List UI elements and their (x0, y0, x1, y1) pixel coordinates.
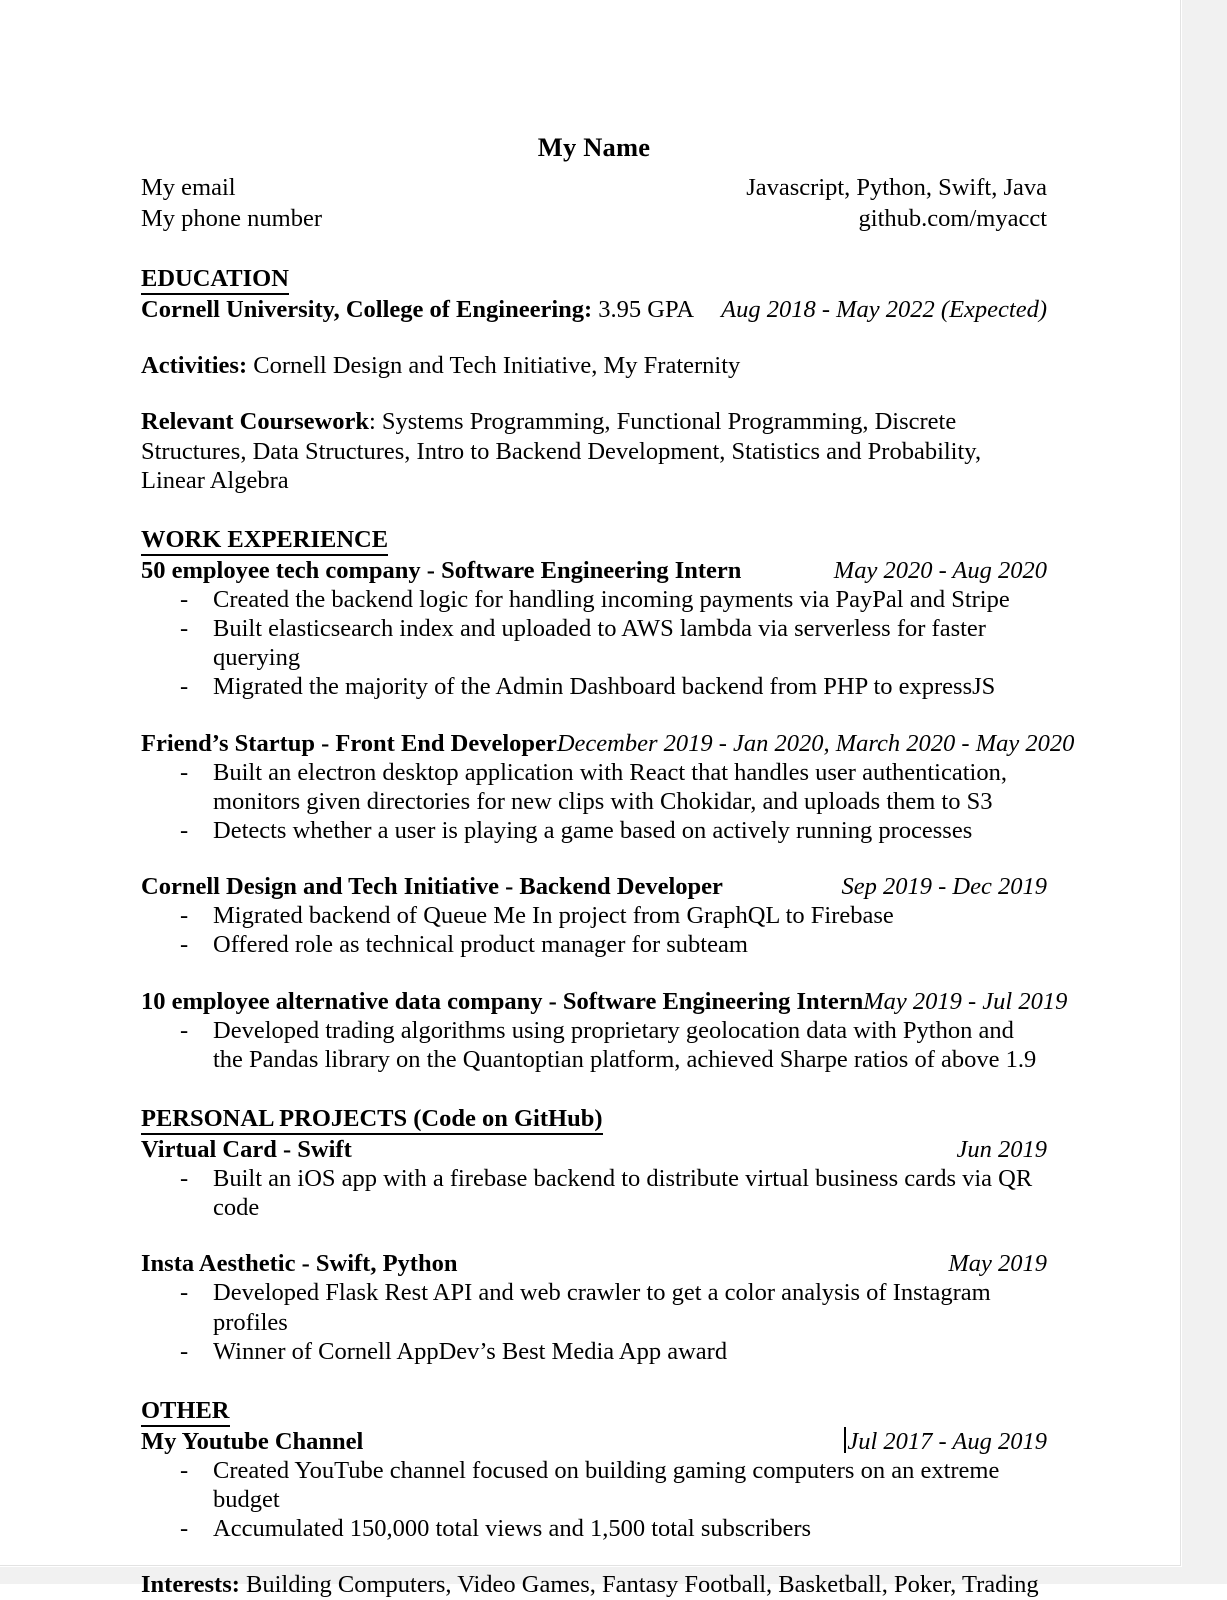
bullet-text: Offered role as technical product manager for subteam (213, 931, 748, 959)
section-personal-projects (141, 1104, 1047, 1366)
project-entry-bullets (141, 1164, 1047, 1222)
bullet-dash-icon: - (180, 902, 189, 930)
page-shadow-right (1182, 0, 1227, 1584)
section-heading-personal-projects: PERSONAL PROJECTS (Code on GitHub) (141, 1106, 603, 1135)
bullet-text: Built an electron desktop application with React that handles user authentication, monitors given directories for new clips with Chokidar, and uploads them to S3 (213, 758, 1007, 815)
education-school (141, 295, 694, 324)
section-other (141, 1396, 1047, 1600)
project-entry-bullets (141, 1278, 1047, 1365)
bullet-text: Migrated backend of Queue Me In project from GraphQL to Firebase (213, 902, 894, 930)
list-item (141, 758, 1047, 816)
work-entry-bullets (141, 585, 1047, 702)
bullet-dash-icon: - (180, 1337, 189, 1365)
work-entry-header (141, 872, 1047, 901)
bullet-dash-icon: - (180, 615, 189, 643)
bullet-text: Winner of Cornell AppDev’s Best Media App award (213, 1337, 728, 1365)
activities-text: Cornell Design and Tech Initiative, My Fraternity (247, 352, 741, 380)
bullet-text: Detects whether a user is playing a game based on actively running processes (213, 816, 973, 844)
bullet-text: Built elasticsearch index and uploaded to AWS lambda via serverless for faster querying (213, 615, 986, 672)
section-education (141, 264, 1047, 495)
other-entry (141, 1427, 1047, 1544)
project-entry (141, 1249, 1047, 1366)
resume-body[interactable] (141, 132, 1075, 1600)
project-entry-header (141, 1249, 1047, 1278)
bullet-dash-icon: - (180, 758, 189, 786)
section-work-experience (141, 525, 1075, 1074)
other-entry-date: Jul 2017 - Aug 2019 (847, 1427, 1047, 1455)
bullet-text: Created YouTube channel focused on building gaming computers on an extreme budget (213, 1456, 1000, 1514)
list-item (141, 1016, 1047, 1074)
work-entry-date: May 2020 - Aug 2020 (833, 556, 1047, 584)
list-item (141, 614, 1047, 672)
list-item (141, 1278, 1047, 1336)
work-entry-title: 50 employee tech company - Software Engineering Intern (141, 556, 742, 584)
project-entry-title: Insta Aesthetic - Swift, Python (141, 1250, 458, 1278)
work-entry-title: Cornell Design and Tech Initiative - Backend Developer (141, 873, 723, 901)
list-item (141, 1514, 1047, 1543)
education-gpa: 3.95 GPA (592, 296, 695, 324)
work-entry-date: Sep 2019 - Dec 2019 (841, 873, 1047, 901)
other-entry-title: My Youtube Channel (141, 1427, 364, 1455)
bullet-text: Developed trading algorithms using proprietary geolocation data with Python and the Pandas library on the Quantoptian platform, achieved Sharpe ratios of above 1.9 (213, 1016, 1037, 1073)
section-heading-other: OTHER (141, 1398, 230, 1427)
interests-label: Interests: (141, 1571, 240, 1599)
work-entry (141, 729, 1075, 846)
bullet-dash-icon: - (180, 816, 189, 844)
list-item (141, 1456, 1047, 1514)
other-entry-bullets (141, 1456, 1047, 1543)
work-entry-header (141, 987, 1068, 1016)
work-entry-title: 10 employee alternative data company - Software Engineering Intern (141, 987, 864, 1015)
list-item (141, 1164, 1047, 1222)
project-entry-header (141, 1135, 1047, 1164)
work-entry (141, 987, 1068, 1074)
project-entry-date: Jun 2019 (956, 1135, 1047, 1163)
bullet-dash-icon: - (180, 1515, 189, 1543)
education-coursework (141, 407, 1047, 494)
bullet-dash-icon: - (180, 673, 189, 701)
interests-line (141, 1570, 1047, 1599)
education-school-name: Cornell University, College of Engineering: (141, 296, 593, 324)
work-entry (141, 872, 1047, 959)
bullet-text: Built an iOS app with a firebase backend to distribute virtual business cards via QR code (213, 1165, 1033, 1222)
page-title: My Name (537, 132, 651, 162)
work-entry-header (141, 556, 1047, 585)
list-item (141, 901, 1047, 930)
education-entry (141, 295, 1047, 324)
work-entry-header (141, 729, 1075, 758)
contact-skills: Javascript, Python, Swift, Java (746, 173, 1047, 201)
project-entry (141, 1135, 1047, 1222)
other-entry-date-wrap (844, 1427, 1047, 1456)
work-entry-bullets (141, 758, 1047, 845)
list-item (141, 672, 1047, 701)
bullet-dash-icon: - (180, 1165, 189, 1193)
list-item (141, 930, 1047, 959)
education-activities (141, 351, 1047, 380)
bullet-text: Migrated the majority of the Admin Dashboard backend from PHP to expressJS (213, 673, 996, 701)
work-entry-bullets (141, 901, 1047, 959)
education-date: Aug 2018 - May 2022 (Expected) (721, 296, 1047, 324)
work-entry-date: May 2019 - Jul 2019 (863, 987, 1068, 1015)
contact-phone: My phone number (141, 204, 322, 232)
bullet-dash-icon: - (180, 931, 189, 959)
bullet-text: Accumulated 150,000 total views and 1,500 total subscribers (213, 1515, 812, 1543)
other-entry-header (141, 1427, 1047, 1456)
work-entry-title: Friend’s Startup - Front End Developer (141, 729, 557, 757)
activities-label: Activities: (141, 352, 248, 380)
resume-header (141, 132, 1047, 234)
list-item (141, 585, 1047, 614)
bullet-text: Created the backend logic for handling incoming payments via PayPal and Stripe (213, 585, 1010, 613)
bullet-dash-icon: - (180, 1016, 189, 1044)
work-entry-bullets (141, 1016, 1047, 1074)
coursework-text: : Systems Programming, Functional Programming, Discrete Structures, Data Structures, Intro to Backend Development, Statistics and Probability, Linear Algebra (141, 408, 982, 494)
coursework-label: Relevant Coursework (141, 408, 369, 436)
list-item (141, 1337, 1047, 1366)
work-entry (141, 556, 1047, 702)
contact-line-1 (141, 172, 1047, 203)
section-heading-work-experience: WORK EXPERIENCE (141, 527, 388, 556)
project-entry-date: May 2019 (948, 1250, 1047, 1278)
bullet-dash-icon: - (180, 585, 189, 613)
bullet-dash-icon: - (180, 1456, 189, 1484)
bullet-dash-icon: - (180, 1279, 189, 1307)
work-entry-date: December 2019 - Jan 2020, March 2020 - May 2020 (556, 729, 1075, 757)
section-heading-education: EDUCATION (141, 266, 289, 295)
list-item (141, 816, 1047, 845)
contact-line-2 (141, 203, 1047, 234)
contact-github: github.com/myacct (858, 204, 1047, 232)
interests-text: Building Computers, Video Games, Fantasy Football, Basketball, Poker, Trading (239, 1571, 1039, 1599)
contact-email: My email (141, 173, 236, 201)
project-entry-title: Virtual Card - Swift (141, 1135, 352, 1163)
bullet-text: Developed Flask Rest API and web crawler to get a color analysis of Instagram profiles (213, 1279, 991, 1336)
